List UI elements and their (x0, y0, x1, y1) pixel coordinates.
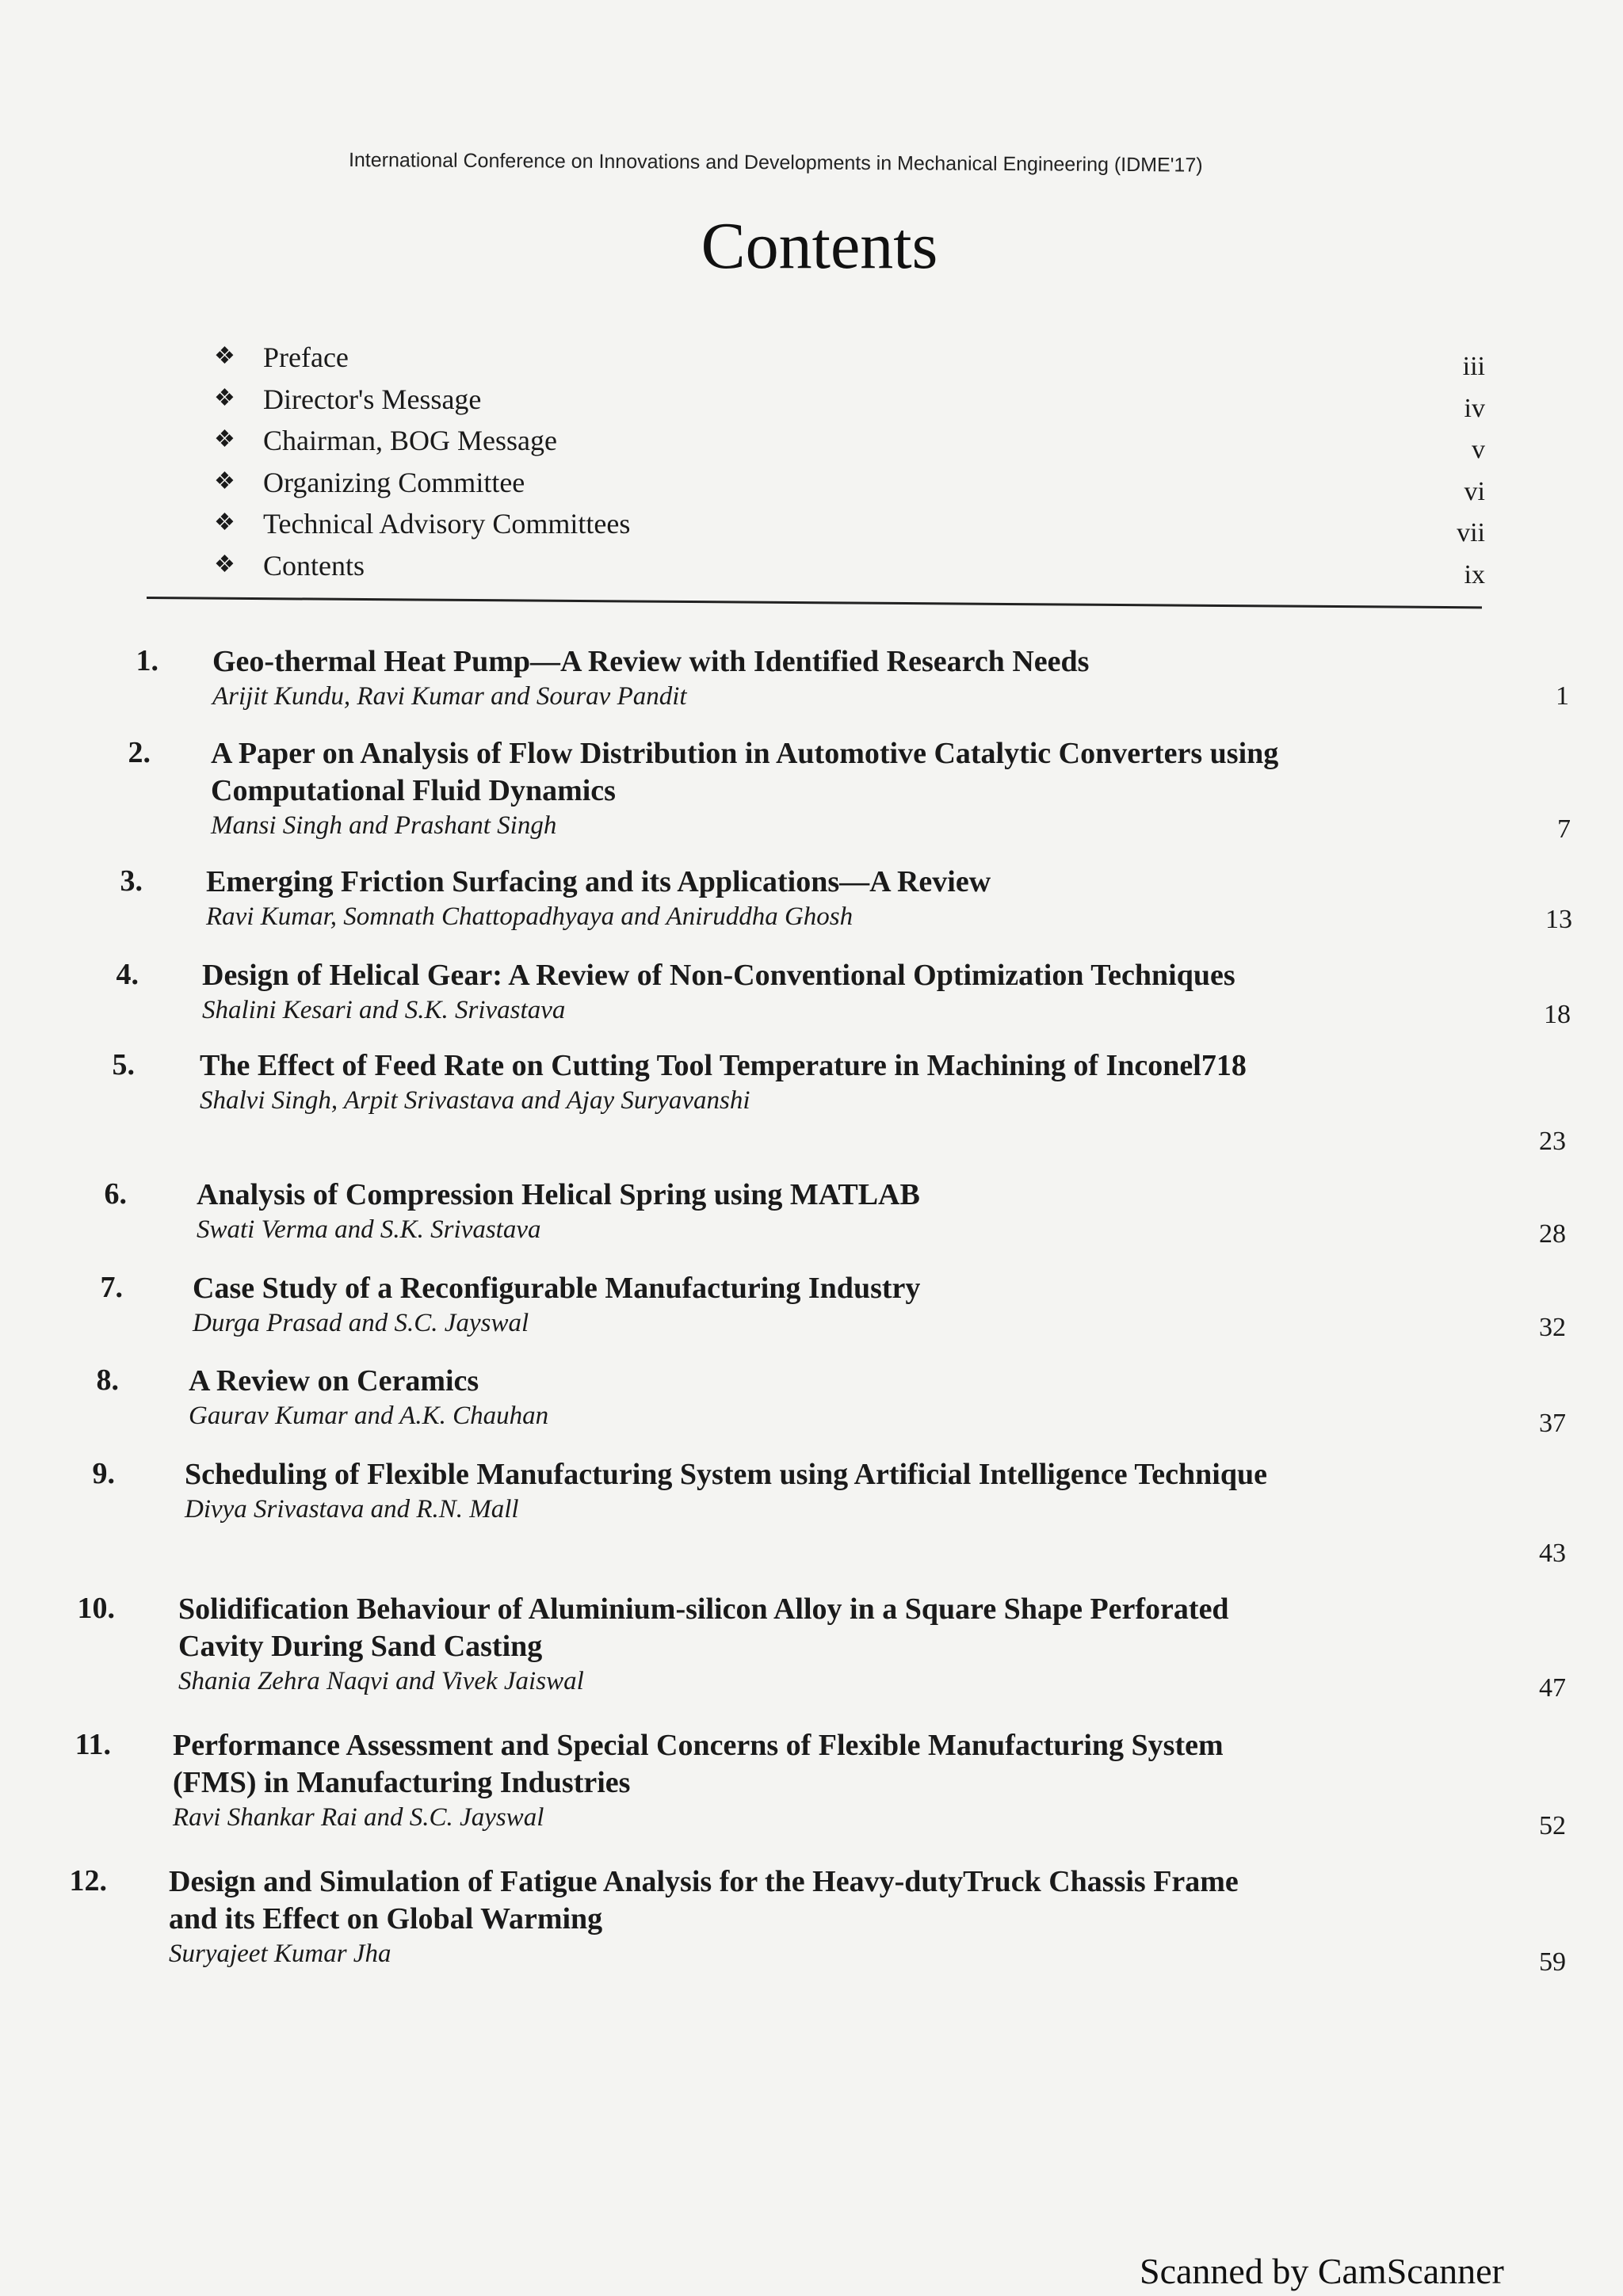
entry-page: 28 (1539, 1219, 1566, 1249)
entry-title[interactable]: Design of Helical Gear: A Review of Non-Conventional Optimization Techniques (202, 959, 1235, 992)
front-matter-label: Contents (263, 549, 365, 582)
front-matter-page: ix (1464, 559, 1485, 589)
front-matter-label: Director's Message (263, 383, 482, 415)
entry-title[interactable]: Solidification Behaviour of Aluminium-silicon Alloy in a Square Shape Perforated Cavity During Sand Casting (178, 1592, 1229, 1663)
entry-title[interactable]: A Paper on Analysis of Flow Distribution in Automotive Catalytic Converters using Computational Fluid Dynamics (211, 737, 1279, 807)
diamond-dots-icon: ❖ (214, 384, 235, 411)
entry-number: 8. (96, 1363, 119, 1397)
entry-number: 11. (74, 1728, 111, 1761)
entry-number: 4. (116, 958, 139, 991)
entry-number: 12. (69, 1864, 107, 1897)
entry-authors: Durga Prasad and S.C. Jayswal (193, 1309, 529, 1337)
diamond-dots-icon: ❖ (214, 551, 235, 578)
entry-title[interactable]: Design and Simulation of Fatigue Analysis for the Heavy-dutyTruck Chassis Frame and its Effect on Global Warming (169, 1865, 1239, 1936)
entry-authors: Mansi Singh and Prashant Singh (211, 811, 557, 840)
diamond-dots-icon: ❖ (214, 509, 235, 536)
front-matter-label: Technical Advisory Committees (263, 508, 631, 540)
entry-number: 5. (112, 1048, 135, 1081)
entry-page: 43 (1539, 1539, 1566, 1568)
front-matter-item[interactable] (214, 549, 1485, 591)
entry-authors: Shalvi Singh, Arpit Srivastava and Ajay Suryavanshi (200, 1086, 750, 1115)
entry-page: 7 (1557, 814, 1571, 844)
entry-authors: Divya Srivastava and R.N. Mall (185, 1495, 519, 1524)
running-header: International Conference on Innovations and Developments in Mechanical Engineering (IDME'17) (348, 149, 1203, 177)
front-matter-list (214, 341, 1485, 590)
entry-page: 1 (1556, 681, 1569, 711)
entry-authors: Gaurav Kumar and A.K. Chauhan (189, 1402, 549, 1430)
entry-title[interactable]: Geo-thermal Heat Pump—A Review with Identified Research Needs (212, 645, 1090, 678)
front-matter-item[interactable] (214, 383, 1485, 425)
page-title: Contents (701, 209, 938, 283)
front-matter-page: iii (1462, 352, 1485, 381)
front-matter-page: vii (1457, 518, 1485, 547)
entry-number: 1. (136, 644, 158, 677)
entry-page: 13 (1545, 905, 1572, 934)
entry-page: 52 (1539, 1811, 1566, 1840)
entry-authors: Arijit Kundu, Ravi Kumar and Sourav Pandit (212, 682, 687, 711)
entry-page: 47 (1539, 1673, 1566, 1703)
section-divider (147, 597, 1482, 608)
entry-number: 2. (128, 736, 151, 769)
entry-number: 3. (120, 864, 143, 898)
entry-number: 6. (104, 1177, 127, 1211)
entry-page: 32 (1539, 1313, 1566, 1342)
diamond-dots-icon: ❖ (214, 467, 235, 494)
front-matter-label: Chairman, BOG Message (263, 425, 557, 456)
entry-authors: Swati Verma and S.K. Srivastava (197, 1215, 541, 1244)
entry-number: 7. (100, 1271, 123, 1304)
entry-title[interactable]: Case Study of a Reconfigurable Manufacturing Industry (193, 1272, 921, 1305)
entry-title[interactable]: The Effect of Feed Rate on Cutting Tool Temperature in Machining of Inconel718 (200, 1049, 1247, 1082)
front-matter-page: v (1472, 435, 1485, 464)
entry-page: 23 (1539, 1127, 1566, 1156)
entry-authors: Ravi Kumar, Somnath Chattopadhyaya and Aniruddha Ghosh (206, 902, 854, 931)
entry-title[interactable]: Scheduling of Flexible Manufacturing System using Artificial Intelligence Technique (185, 1458, 1267, 1491)
entry-authors: Shalini Kesari and S.K. Srivastava (202, 996, 566, 1024)
diamond-dots-icon: ❖ (214, 426, 235, 452)
front-matter-item[interactable] (214, 424, 1485, 466)
entry-number: 9. (92, 1457, 115, 1490)
entry-page: 59 (1539, 1947, 1566, 1977)
entry-page: 18 (1544, 1000, 1571, 1029)
diamond-dots-icon: ❖ (214, 343, 235, 369)
entry-authors: Shania Zehra Naqvi and Vivek Jaiswal (178, 1667, 584, 1695)
entry-title[interactable]: Performance Assessment and Special Concerns of Flexible Manufacturing System (FMS) in Manufacturing Industries (173, 1729, 1224, 1799)
entry-page: 37 (1539, 1409, 1566, 1438)
front-matter-page: iv (1464, 393, 1485, 423)
front-matter-label: Organizing Committee (263, 466, 525, 498)
front-matter-item[interactable] (214, 507, 1485, 549)
front-matter-item[interactable] (214, 341, 1485, 383)
front-matter-label: Preface (263, 341, 349, 373)
entry-title[interactable]: A Review on Ceramics (189, 1364, 479, 1398)
front-matter-page: vi (1464, 476, 1485, 506)
entry-authors: Suryajeet Kumar Jha (169, 1939, 391, 1968)
entry-number: 10. (77, 1592, 115, 1625)
front-matter-item[interactable] (214, 466, 1485, 508)
scanner-watermark: Scanned by CamScanner (1140, 2251, 1504, 2291)
entry-authors: Ravi Shankar Rai and S.C. Jayswal (173, 1803, 544, 1832)
entry-title[interactable]: Emerging Friction Surfacing and its Applications—A Review (206, 865, 991, 898)
entry-title[interactable]: Analysis of Compression Helical Spring using MATLAB (197, 1178, 920, 1211)
